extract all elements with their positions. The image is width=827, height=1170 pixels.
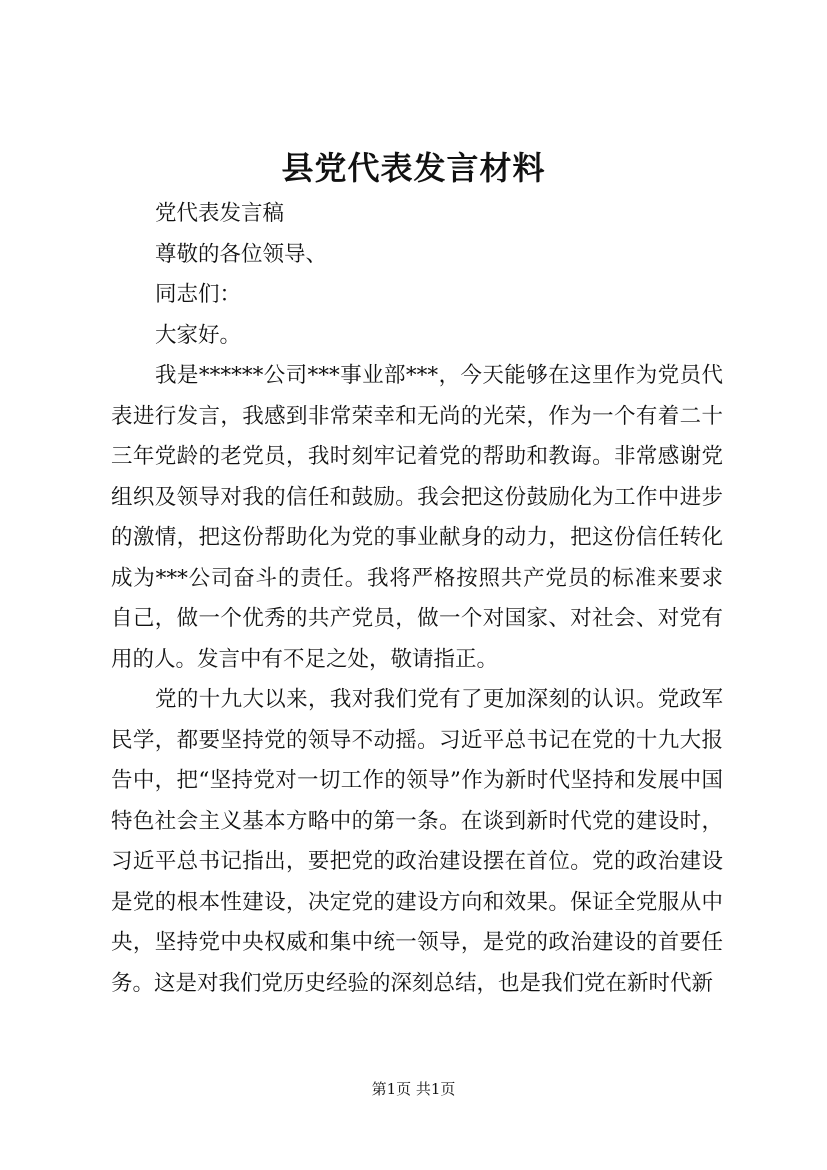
- heading-line: 党代表发言稿: [155, 201, 285, 226]
- document-body: [111, 194, 723, 1004]
- salutation-line: 尊敬的各位领导、: [155, 241, 328, 267]
- greeting-line: 大家好。: [155, 322, 242, 348]
- paragraph-2: 党的十九大以来，我对我们党有了更加深刻的认识。党政军民学，都要坚持党的领导不动摇。习近平总书记在党的十九大报告中，把“坚持党对一切工作的领导”作为新时代坚持和发展中国特色社会主义基本方略中的第一条。在谈到新时代党的建设时，习近平总书记指出，要把党的政治建设摆在首位。党的政治建设是党的根本性建设，决定党的建设方向和效果。保证全党服从中央，坚持党中央权威和集中统一领导，是党的政治建设的首要任务。这是对我们党历史经验的深刻总结，也是我们党在新时代新: [111, 687, 723, 996]
- salutation-line-2: 同志们：: [155, 282, 242, 307]
- page-footer: 第1页 共1页: [371, 1080, 456, 1098]
- document-title: 县党代表发言材料: [281, 149, 546, 187]
- paragraph-1: 我是******公司***事业部***，今天能够在这里作为党员代表进行发言，我感到非常荣幸和无尚的光荣，作为一个有着二十三年党龄的老党员，我时刻牢记着党的帮助和教诲。非常感谢党组织及领导对我的信任和鼓励。我会把这份鼓励化为工作中进步的激情，把这份帮助化为党的事业献身的动力，把这份信任转化成为***公司奋斗的责任。我将严格按照共产党员的标准来要求自己，做一个优秀的共产党员，做一个对国家、对社会、对党有用的人。发言中有不足之处，敬请指正。: [111, 363, 723, 672]
